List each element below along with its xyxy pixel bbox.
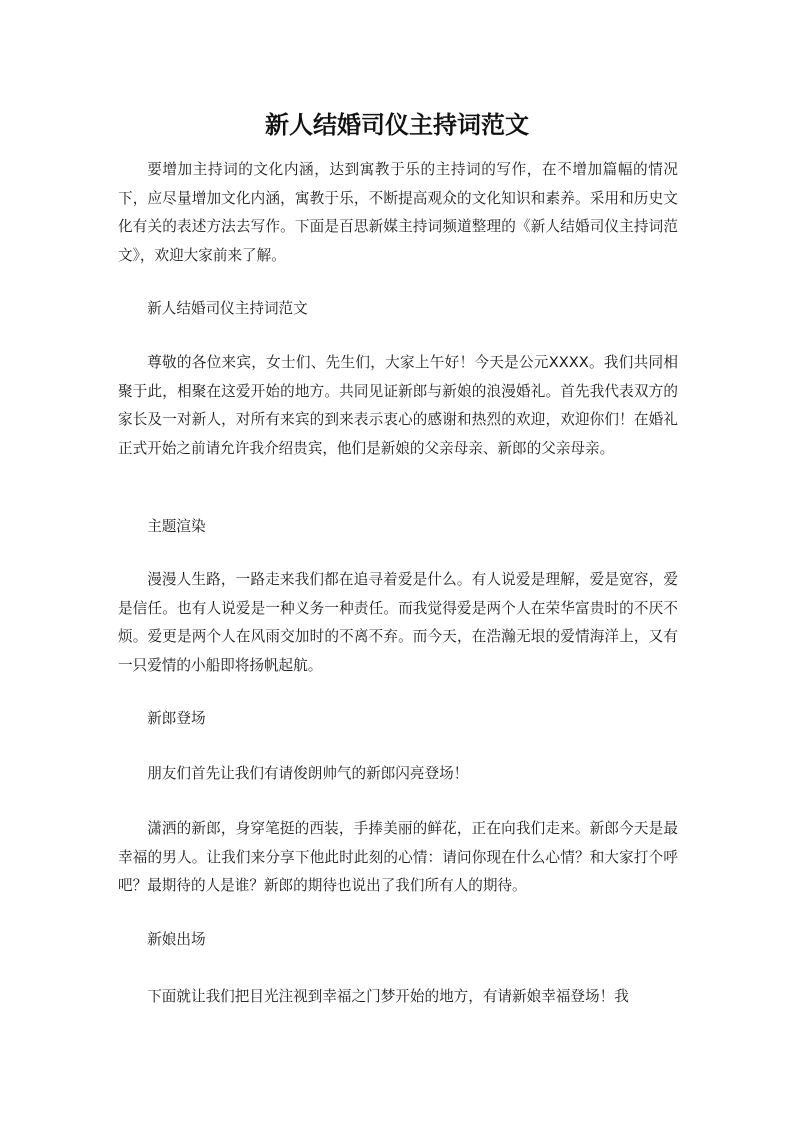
body-paragraph: 漫漫人生路，一路走来我们都在追寻着爱是什么。有人说爱是理解，爱是宽容，爱是信任。也有人说爱是一种义务一种责任。而我觉得爱是两个人在荣华富贵时的不厌不烦。爱更是两个人在风雨交加时的不离不弃。而今天，在浩瀚无垠的爱情海洋上，又有一只爱情的小船即将扬帆起航。 bbox=[118, 571, 678, 675]
section-heading: 主题渲染 bbox=[147, 518, 206, 535]
section-heading: 新娘出场 bbox=[147, 931, 206, 948]
intro-paragraph: 要增加主持词的文化内涵，达到寓教于乐的主持词的写作，在不增加篇幅的情况下，应尽量增加文化内涵，寓教于乐，不断提高观众的文化知识和素养。采用和历史文化有关的表述方法去写作。下面是百思新媒主持词频道整理的《新人结婚司仪主持词范文》，欢迎大家前来了解。 bbox=[118, 161, 678, 265]
body-paragraph: 潇洒的新郎，身穿笔挺的西装，手捧美丽的鲜花，正在向我们走来。新郎今天是最幸福的男人。让我们来分享下他此时此刻的心情：请问你现在什么心情？和大家打个呼吧？最期待的人是谁？新郎的期待也说出了我们所有人的期待。 bbox=[118, 820, 678, 895]
document-title: 新人结婚司仪主持词范文 bbox=[265, 111, 529, 139]
body-paragraph: 尊敬的各位来宾，女士们、先生们，大家上午好！今天是公元XXXX。我们共同相聚于此，相聚在这爱开始的地方。共同见证新郎与新娘的浪漫婚礼。首先我代表双方的家长及一对新人，对所有来宾的到来表示衷心的感谢和热烈的欢迎，欢迎你们！在婚礼正式开始之前请允许我介绍贵宾，他们是新娘的父亲母亲、新郎的父亲母亲。 bbox=[118, 354, 678, 458]
section-heading: 新郎登场 bbox=[147, 710, 206, 727]
body-paragraph: 下面就让我们把目光注视到幸福之门梦开始的地方，有请新娘幸福登场！我 bbox=[147, 988, 629, 1005]
body-paragraph: 朋友们首先让我们有请俊朗帅气的新郎闪亮登场！ bbox=[147, 765, 469, 782]
section-heading: 新人结婚司仪主持词范文 bbox=[147, 300, 308, 317]
